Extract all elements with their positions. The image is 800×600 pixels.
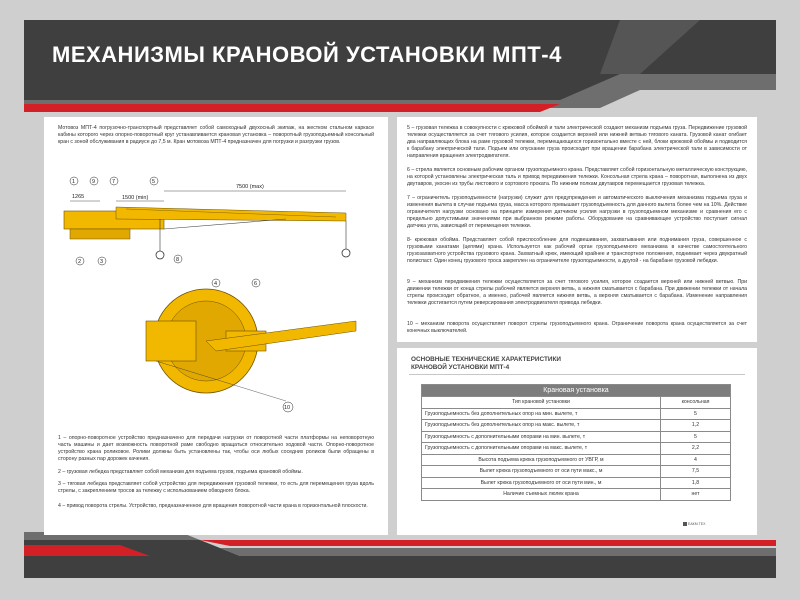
table-header: Крановая установка xyxy=(422,385,731,397)
table-row xyxy=(422,443,731,455)
table-row xyxy=(422,420,731,432)
dim-1265: 1265 xyxy=(72,194,85,200)
specs-panel xyxy=(397,348,757,535)
item-3: 3 – тяговая лебедка представляет собой устройство для передвижения грузовой тележки, то есть для перемещения груза вдоль стрелы, с закреплением тросов за тележку с использованием обводного блока. xyxy=(58,481,374,494)
item-1: 1 – опорно-поворотное устройство предназначено для передачи нагрузки от поворотной части платформы на неповоротную часть машины и дает возможность поворотной раме свободно вращаться относительно ходовой части. Опорно-поворотное устройство крана роликовое. Ролики должны быть установлены так, чтобы оси любых соседних роликов были обращены в сторону разных пар дорожек качения. xyxy=(58,435,374,462)
divider xyxy=(409,374,745,375)
crane-drawing xyxy=(56,171,376,426)
specs-title-line2: КРАНОВОЙ УСТАНОВКИ МПТ-4 xyxy=(411,364,510,371)
table-cell-param: Наличие съемных люлек крана xyxy=(422,489,661,501)
item-9: 9 – механизм передвижения тележки осуществляется за счет тягового усилия, которое создается верхней или нижней ветвью. При движении тележки от конца стрелы рабочей является верхняя ветвь, а нижняя сматывается с барабана. При движении тележки от начала стрелы происходит обратное, а именно, рабочей является нижняя ветвь, а верхняя сматывается с барабана. Изменение направления тележки достигается путем реверсирования электродвигателя привода лебедки. xyxy=(407,279,747,306)
table-cell-value: консольная xyxy=(661,397,731,409)
table-row xyxy=(422,477,731,489)
specs-table xyxy=(421,384,731,501)
callout-2: 2 xyxy=(78,259,82,265)
item-6: 6 – стрела является основным рабочим органом грузоподъемного крана. Представляет собой горизонтальную металлическую конструкцию, на которой установлены электрическая таль и привод передвижения тележки. Консольная стрела крана – поворотная, выполнена из двух двутавров, укосин из трубы листового и сортового проката. По нижним полкам двутавров перемещается грузовая тележка. xyxy=(407,167,747,187)
callout-1: 1 xyxy=(72,179,76,185)
table-cell-value: нет xyxy=(661,489,731,501)
table-row xyxy=(422,466,731,478)
crane-boom xyxy=(116,207,346,221)
dim-1500: 1500 (min) xyxy=(122,195,149,201)
table-cell-param: Вылет крюка грузоподъемного от оси пути мин., м xyxy=(422,477,661,489)
table-cell-value: 5 xyxy=(661,408,731,420)
item-7: 7 – ограничитель грузоподъемности (нагрузки) служит для предупреждения и автоматического выключения механизма подъема груза и изменения вылета в случае подъема груза, масса которого превышает грузоподъемность для данного вылета более чем на 10%. Действие ограничителя нагрузки основано на принципе измерения датчиком усилия нагрузки в грузоподъемном механизме и сравнения его с предельно допустимыми значениями при выбранном режиме работы. Оборудование на сравнивающее устройство поступает сигнал датчика угла, зависящий от перемещения тележки. xyxy=(407,195,747,229)
item-10: 10 – механизм поворота осуществляет поворот стрелы грузоподъемного крана. Ограничение поворота крана осуществляется за счет конечных выключателей. xyxy=(407,321,747,334)
table-cell-value: 2,2 xyxy=(661,443,731,455)
table-cell-param: Грузоподъемность без дополнительных опор на макс. вылете, т xyxy=(422,420,661,432)
specs-title-line1: ОСНОВНЫЕ ТЕХНИЧЕСКИЕ ХАРАКТЕРИСТИКИ xyxy=(411,356,561,363)
table-cell-param: Грузоподъемность с дополнительными опорами на мин. вылете, т xyxy=(422,431,661,443)
callout-6: 6 xyxy=(254,281,258,287)
callout-10: 10 xyxy=(284,405,291,411)
table-cell-value: 1,8 xyxy=(661,477,731,489)
left-panel xyxy=(44,117,388,535)
table-cell-param: Высота подъема крюка грузоподъемного от УВГР, м xyxy=(422,454,661,466)
table-cell-param: Тип крановой установки xyxy=(422,397,661,409)
right-text-panel xyxy=(397,117,757,342)
table-row xyxy=(422,397,731,409)
table-row xyxy=(422,408,731,420)
page-title: МЕХАНИЗМЫ КРАНОВОЙ УСТАНОВКИ МПТ-4 xyxy=(52,42,562,67)
hook-icon xyxy=(156,251,164,259)
table-row xyxy=(422,489,731,501)
table-cell-value: 1,2 xyxy=(661,420,731,432)
table-cell-param: Грузоподъемность без дополнительных опор на мин. вылете, т xyxy=(422,408,661,420)
table-cell-value: 5 xyxy=(661,431,731,443)
specs-title xyxy=(411,356,711,372)
callout-5: 5 xyxy=(152,179,156,185)
item-2: 2 – грузовая лебедка представляет собой механизм для подъема грузов, подъема крановой обоймы. xyxy=(58,469,303,475)
callout-4: 4 xyxy=(214,281,218,287)
table-cell-param: Вылет крюка грузоподъемного от оси пути макс., м xyxy=(422,466,661,478)
item-8: 8- крюковая обойма. Представляет собой приспособление для подвешивания, захватывания или поднимания груза, совершенное с грузовыми канатами (цепями) крана. Используется как рабочий орган грузоподъемного механизма в качестве самостоятельного грузозахватного устройства грузового крана. Захватный крюк, имеющий крайнее и транспортное положения, поднимает через двукратный полиспаст. Один конец грузового троса закреплен на ограничителе грузоподъемности, а другой - на барабане грузовой лебедки. xyxy=(407,237,747,264)
callout-3: 3 xyxy=(100,259,104,265)
callout-9: 9 xyxy=(92,179,96,185)
brand-text: ЕАКМ.ТЕХ xyxy=(688,522,706,526)
table-cell-value: 4 xyxy=(661,454,731,466)
dim-7500: 7500 (max) xyxy=(236,184,264,190)
item-5: 5 – грузовая тележка в совокупности с крюковой обоймой и тали электрической создают механизм подъема груза. Передвижение грузовой тележки осуществляется за счет тягового усилия, которое создается верхней или нижней ветвью тягового каната. Грузовой канат огибает два направляющих блока на раме грузовой тележки, перемещающихся горизонтально вместе с ней, блоки крюковой обоймы и подводится к барабану электрической тали. Подъем или опускание груза происходит при вращении барабана электрической тали в зависимости от направления вращения электродвигателя. xyxy=(407,125,747,159)
brand-icon xyxy=(683,522,687,526)
intro-text: Мотовоз МПТ-4 погрузочно-транспортный представляет собой самоходный двухосный экипаж, на жестком стальном каркасе кабины которого через опорно-поворотный круг устанавливается крановая установка – поворотный грузоподъемный консольный кран с зоной обслуживания в радиусе до 7,5 м. Кран мотовоза МПТ-4 предназначен для погрузки и разгрузки грузов. xyxy=(58,125,374,145)
brand-logo xyxy=(683,522,705,526)
item-4: 4 – привод поворота стрелы. Устройство, предназначенное для вращения поворотной части крана в горизонтальной плоскости. xyxy=(58,503,368,509)
table-row xyxy=(422,454,731,466)
callout-8: 8 xyxy=(176,257,180,263)
table-cell-param: Грузоподъемность с дополнительными опорами на макс. вылете, т xyxy=(422,443,661,455)
table-cell-value: 7,5 xyxy=(661,466,731,478)
callout-7: 7 xyxy=(112,179,116,185)
table-row xyxy=(422,431,731,443)
hook-icon xyxy=(342,249,350,257)
